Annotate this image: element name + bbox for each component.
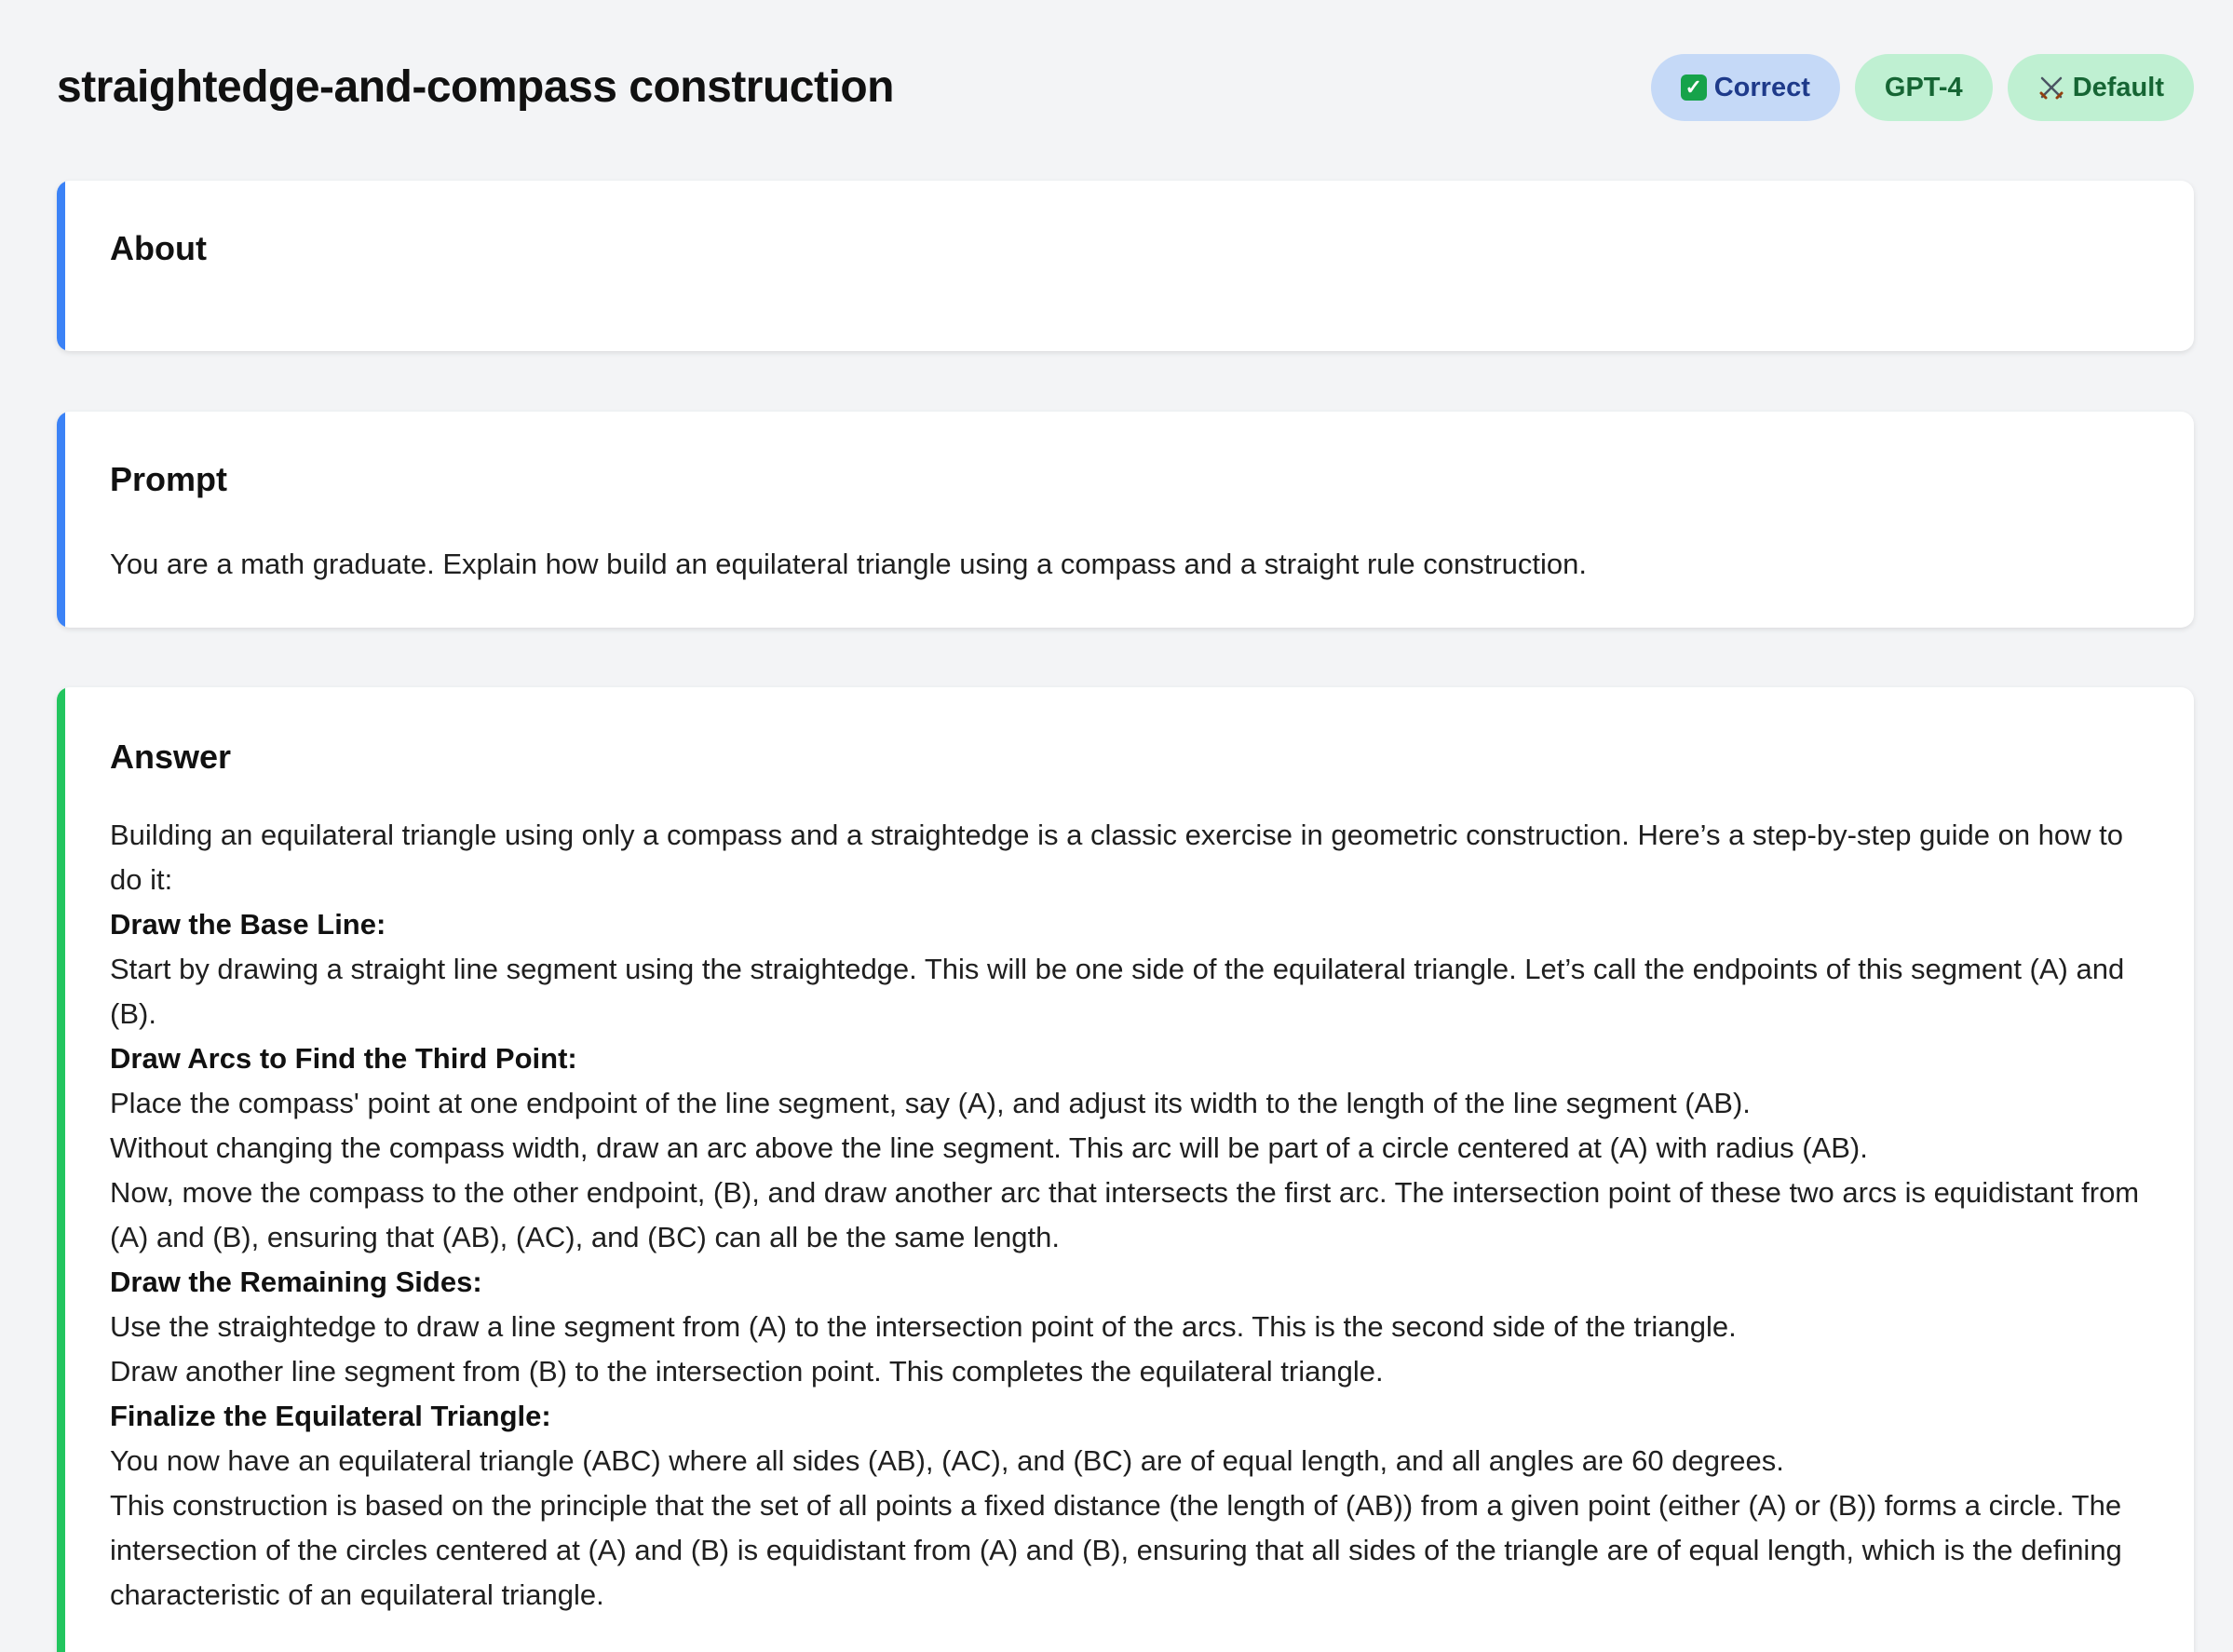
page-title: straightedge-and-compass construction	[57, 62, 894, 112]
prompt-text: You are a math graduate. Explain how build an equilateral triangle using a compass and a straight rule construction.	[110, 548, 1587, 580]
correct-badge-label: Correct	[1713, 72, 1810, 102]
correct-badge	[1651, 54, 1840, 121]
step-heading: Finalize the Equilateral Triangle:	[110, 1400, 551, 1432]
step-line: Start by drawing a straight line segment using the straightedge. This will be one side of the equilateral triangle. Let’s call the endpoints of this segment (A) and (B).	[110, 953, 2125, 1030]
step-line: Place the compass' point at one endpoint of the line segment, say (A), and adjust its width to the length of the line segment (AB).	[110, 1087, 1751, 1119]
answer-intro: Building an equilateral triangle using only a compass and a straightedge is a classic exercise in geometric construction. Here’s a step-by-step guide on how to do it:	[110, 819, 2124, 896]
answer-body	[110, 813, 2142, 1618]
header	[57, 54, 2194, 123]
check-icon: ✓	[1681, 74, 1707, 101]
about-title: About	[110, 229, 207, 267]
model-badge-label: GPT-4	[1884, 72, 1963, 102]
step-heading: Draw the Remaining Sides:	[110, 1266, 482, 1298]
about-card	[57, 181, 2194, 351]
answer-card	[57, 687, 2194, 1652]
prompt-title: Prompt	[110, 460, 227, 498]
crossed-swords-icon	[2037, 74, 2065, 102]
step-line: Now, move the compass to the other endpoint, (B), and draw another arc that intersects the first arc. The intersection point of these two arcs is equidistant from (A) and (B), ensuring that (AB), (AC), and (BC) can all be the same length.	[110, 1176, 2140, 1253]
step-heading: Draw the Base Line:	[110, 908, 386, 941]
step-heading: Draw Arcs to Find the Third Point:	[110, 1042, 577, 1075]
step-line: This construction is based on the principle that the set of all points a fixed distance (the length of (AB)) from a given point (either (A) or (B)) forms a circle. The intersection of the circles centered at (A) and (B) is equidistant from (A) and (B), ensuring that all sides of the triangle are of equal length, which is the defining characteristic of an equilateral triangle.	[110, 1489, 2122, 1611]
step-line: Draw another line segment from (B) to the intersection point. This completes the equilateral triangle.	[110, 1355, 1384, 1388]
step-line: Use the straightedge to draw a line segment from (A) to the intersection point of the arcs. This is the second side of the triangle.	[110, 1310, 1737, 1343]
prompt-card	[57, 412, 2194, 628]
mode-badge	[2008, 54, 2194, 121]
model-badge	[1855, 54, 1993, 121]
answer-title: Answer	[110, 738, 232, 776]
badge-group	[1651, 54, 2194, 121]
mode-badge-label: Default	[2072, 72, 2164, 102]
step-line: You now have an equilateral triangle (ABC) where all sides (AB), (AC), and (BC) are of equal length, and all angles are 60 degrees.	[110, 1444, 1784, 1477]
step-line: Without changing the compass width, draw an arc above the line segment. This arc will be part of a circle centered at (A) with radius (AB).	[110, 1131, 1868, 1164]
